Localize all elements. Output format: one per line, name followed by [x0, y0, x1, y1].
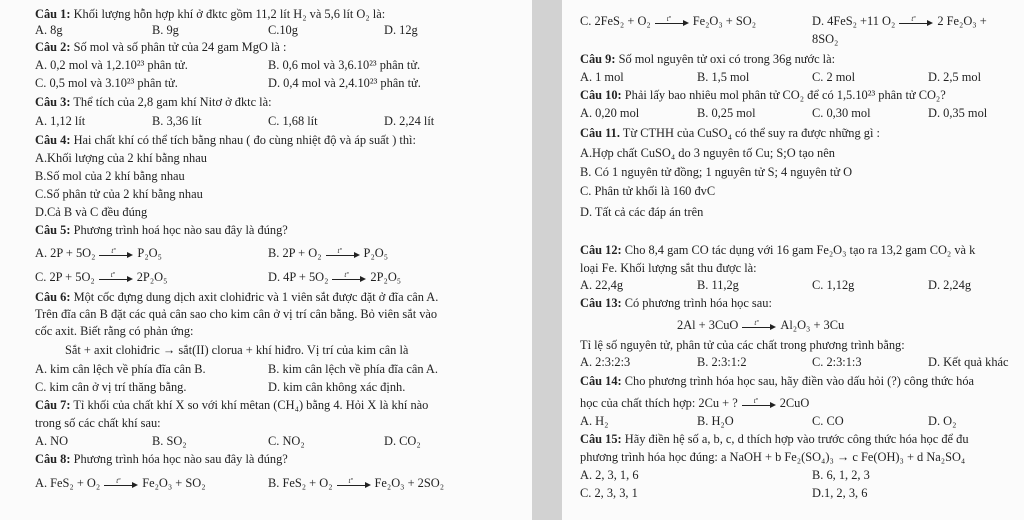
reaction-arrow-icon: tº [326, 249, 360, 259]
q7-stem-line2: trong số các chất khí sau: [35, 416, 161, 430]
q3-option-c: C. 1,68 lít [268, 114, 318, 128]
q15-option-a: A. 2, 3, 1, 6 [580, 468, 639, 482]
q15-option-c: C. 2, 3, 3, 1 [580, 486, 638, 500]
q14-option-c: C. CO [812, 414, 844, 428]
q1-label: Câu 1: [35, 7, 71, 21]
q15-option-d: D.1, 2, 3, 6 [812, 486, 868, 500]
q6-option-b: B. kim cân lệch về phía đĩa cân A. [268, 362, 438, 376]
q7-option-d: D. CO₂ [384, 434, 421, 448]
q14-option-b: B. H₂O [697, 414, 734, 428]
q3-option-d: D. 2,24 lít [384, 114, 435, 128]
q11-option-d: D. Tất cả các đáp án trên [580, 205, 704, 219]
q12-label: Câu 12: [580, 243, 622, 257]
q4-option-b: B.Số mol của 2 khí bằng nhau [35, 169, 185, 183]
q3-stem: Câu 3: Thể tích của 2,8 gam khí Nitơ ở đktc là: [35, 95, 272, 109]
q2-label: Câu 2: [35, 40, 71, 54]
q3-option-b: B. 3,36 lít [152, 114, 202, 128]
q11-option-c: C. Phân tử khối là 160 đvC [580, 184, 716, 198]
q15-option-b: B. 6, 1, 2, 3 [812, 468, 870, 482]
q13-stem-line2: Tỉ lệ số nguyên tử, phân tử của các chất trong phương trình bằng: [580, 338, 905, 352]
q9-option-d: D. 2,5 mol [928, 70, 982, 84]
q12-option-a: A. 22,4g [580, 278, 624, 292]
q13-stem: Câu 13: Có phương trình hóa học sau: [580, 296, 772, 310]
q5-option-d: D. 4P + 5O₂ tº 2P₂O₅ [268, 270, 402, 284]
q12-stem: Câu 12: Cho 8,4 gam CO tác dụng với 16 gam Fe₂O₃ tạo ra 13,2 gam CO₂ và k [580, 243, 976, 257]
q10-option-c: C. 0,30 mol [812, 106, 871, 120]
q12-option-d: D. 2,24g [928, 278, 972, 292]
q8-option-d: D. 4FeS₂ +11 O₂ tº 2 Fe₂O₃ + [812, 14, 987, 28]
q12-option-b: B. 11,2g [697, 278, 739, 292]
q14-option-d: D. O₂ [928, 414, 957, 428]
q11-option-b: B. Có 1 nguyên tử đồng; 1 nguyên tử S; 4 nguyên tử O [580, 165, 853, 179]
q13-equation: 2Al + 3CuO tº Al₂O₃ + 3Cu [677, 318, 845, 332]
q2-option-b: B. 0,6 mol và 3,6.10²³ phân tử. [268, 58, 421, 72]
q5-option-c: C. 2P + 5O₂ tº 2P₂O₅ [35, 270, 168, 284]
q2-option-c: C. 0,5 mol và 3.10²³ phân tử. [35, 76, 178, 90]
q10-stem: Câu 10: Phải lấy bao nhiêu mol phân tử CO₂ để có 1,5.10²³ phân tử CO₂? [580, 88, 946, 102]
q6-option-a: A. kim cân lệch về phía đĩa cân B. [35, 362, 206, 376]
reaction-arrow-icon: tº [655, 17, 689, 27]
reaction-arrow-icon: tº [899, 17, 933, 27]
reaction-arrow-icon: tº [742, 321, 776, 331]
q13-option-c: C. 2:3:1:3 [812, 355, 862, 369]
q10-option-d: D. 0,35 mol [928, 106, 988, 120]
q9-option-b: B. 1,5 mol [697, 70, 750, 84]
q13-option-d: D. Kết quả khác [928, 355, 1009, 369]
q9-option-a: A. 1 mol [580, 70, 624, 84]
q15-stem-line2: phương trình hóa học đúng: a NaOH + b Fe₂(SO₄)₃ → c Fe(OH)₃ + d Na₂SO₄ [580, 450, 966, 464]
q10-option-b: B. 0,25 mol [697, 106, 756, 120]
q10-option-a: A. 0,20 mol [580, 106, 640, 120]
q4-stem: Câu 4: Hai chất khí có thể tích bằng nhau ( đo cùng nhiệt độ và áp suất ) thì: [35, 133, 416, 147]
q4-option-c: C.Số phân tử của 2 khí bằng nhau [35, 187, 203, 201]
q9-label: Câu 9: [580, 52, 616, 66]
q14-label: Câu 14: [580, 374, 622, 388]
q6-option-d: D. kim cân không xác định. [268, 380, 406, 394]
q6-label: Câu 6: [35, 290, 71, 304]
q4-option-d: D.Cả B và C đều đúng [35, 205, 148, 219]
q5-option-b: B. 2P + O₂ tº P₂O₅ [268, 246, 389, 260]
reaction-arrow-icon: tº [742, 399, 776, 409]
q2-option-d: D. 0,4 mol và 2,4.10²³ phân tử. [268, 76, 421, 90]
q15-stem: Câu 15: Hãy điền hệ số a, b, c, d thích hợp vào trước công thức hóa học để đu [580, 432, 969, 446]
q1-option-c: C.10g [268, 23, 298, 37]
q8-label: Câu 8: [35, 452, 71, 466]
q9-stem: Câu 9: Số mol nguyên tử oxi có trong 36g nước là: [580, 52, 836, 66]
q7-option-c: C. NO₂ [268, 434, 305, 448]
q14-stem-line2: học của chất thích hợp: 2Cu + ? tº 2CuO [580, 396, 810, 410]
right-page [562, 0, 1024, 520]
q2-option-a: A. 0,2 mol và 1,2.10²³ phân tử. [35, 58, 188, 72]
q13-option-a: A. 2:3:2:3 [580, 355, 631, 369]
q6-reaction: Sắt + axit clohiđric → sắt(II) clorua + khí hiđro. Vị trí của kim cân là [65, 343, 409, 357]
reaction-arrow-icon: tº [99, 249, 133, 259]
q7-option-a: A. NO [35, 434, 69, 448]
q10-label: Câu 10: [580, 88, 622, 102]
q8-option-a: A. FeS₂ + O₂ tº Fe₂O₃ + SO₂ [35, 476, 206, 490]
q11-option-a: A.Hợp chất CuSO₄ do 3 nguyên tố Cu; S;O tạo nên [580, 146, 835, 160]
q12-option-c: C. 1,12g [812, 278, 855, 292]
q1-option-d: D. 12g [384, 23, 418, 37]
q4-option-a: A.Khối lượng của 2 khí bằng nhau [35, 151, 207, 165]
q15-label: Câu 15: [580, 432, 622, 446]
q5-option-a: A. 2P + 5O₂ tº P₂O₅ [35, 246, 162, 260]
q6-stem-line3: cốc axit. Biết rằng có phản ứng: [35, 324, 194, 338]
q2-stem: Câu 2: Số mol và số phân tử của 24 gam MgO là : [35, 40, 287, 54]
reaction-arrow-icon: tº [332, 273, 366, 283]
q1-option-a: A. 8g [35, 23, 63, 37]
q3-label: Câu 3: [35, 95, 71, 109]
q1-stem: Câu 1: Khối lượng hỗn hợp khí ở đktc gồm 11,2 lít H₂ và 5,6 lít O₂ là: [35, 7, 386, 21]
q8-option-c: C. 2FeS₂ + O₂ tº Fe₂O₃ + SO₂ [580, 14, 757, 28]
q7-stem: Câu 7: Tỉ khối của chất khí X so với khí mêtan (CH₄) bằng 4. Hỏi X là khí nào [35, 398, 429, 412]
q14-option-a: A. H₂ [580, 414, 609, 428]
reaction-arrow-icon: tº [337, 479, 371, 489]
q8-option-d-cont: 8SO₂ [812, 32, 839, 46]
q13-option-b: B. 2:3:1:2 [697, 355, 747, 369]
q12-stem-line2: loại Fe. Khối lượng sắt thu được là: [580, 261, 757, 275]
q4-label: Câu 4: [35, 133, 71, 147]
q5-label: Câu 5: [35, 223, 71, 237]
q1-option-b: B. 9g [152, 23, 179, 37]
q7-option-b: B. SO₂ [152, 434, 187, 448]
q5-stem: Câu 5: Phương trình hoá học nào sau đây là đúng? [35, 223, 288, 237]
q9-option-c: C. 2 mol [812, 70, 856, 84]
q6-stem-line2: Trên đĩa cân B đặt các quả cân sao cho kim cân ở vị trí cân bằng. Bỏ viên sắt vào [35, 307, 438, 321]
q8-option-b: B. FeS₂ + O₂ tº Fe₂O₃ + 2SO₂ [268, 476, 445, 490]
q7-label: Câu 7: [35, 398, 71, 412]
q11-stem: Câu 11. Từ CTHH của CuSO₄ có thể suy ra được những gì : [580, 126, 880, 140]
reaction-arrow-icon: tº [104, 479, 138, 489]
q11-label: Câu 11. [580, 126, 620, 140]
q6-option-c: C. kim cân ở vị trí thăng bằng. [35, 380, 187, 394]
reaction-arrow-icon: tº [99, 273, 133, 283]
q3-option-a: A. 1,12 lít [35, 114, 86, 128]
q8-stem: Câu 8: Phương trình hóa học nào sau đây là đúng? [35, 452, 288, 466]
q6-stem: Câu 6: Một cốc đựng dung dịch axit clohiđric và 1 viên sắt được đặt ở đĩa cân A. [35, 290, 439, 304]
q14-stem: Câu 14: Cho phương trình hóa học sau, hãy điền vào dấu hỏi (?) công thức hóa [580, 374, 975, 388]
q13-label: Câu 13: [580, 296, 622, 310]
